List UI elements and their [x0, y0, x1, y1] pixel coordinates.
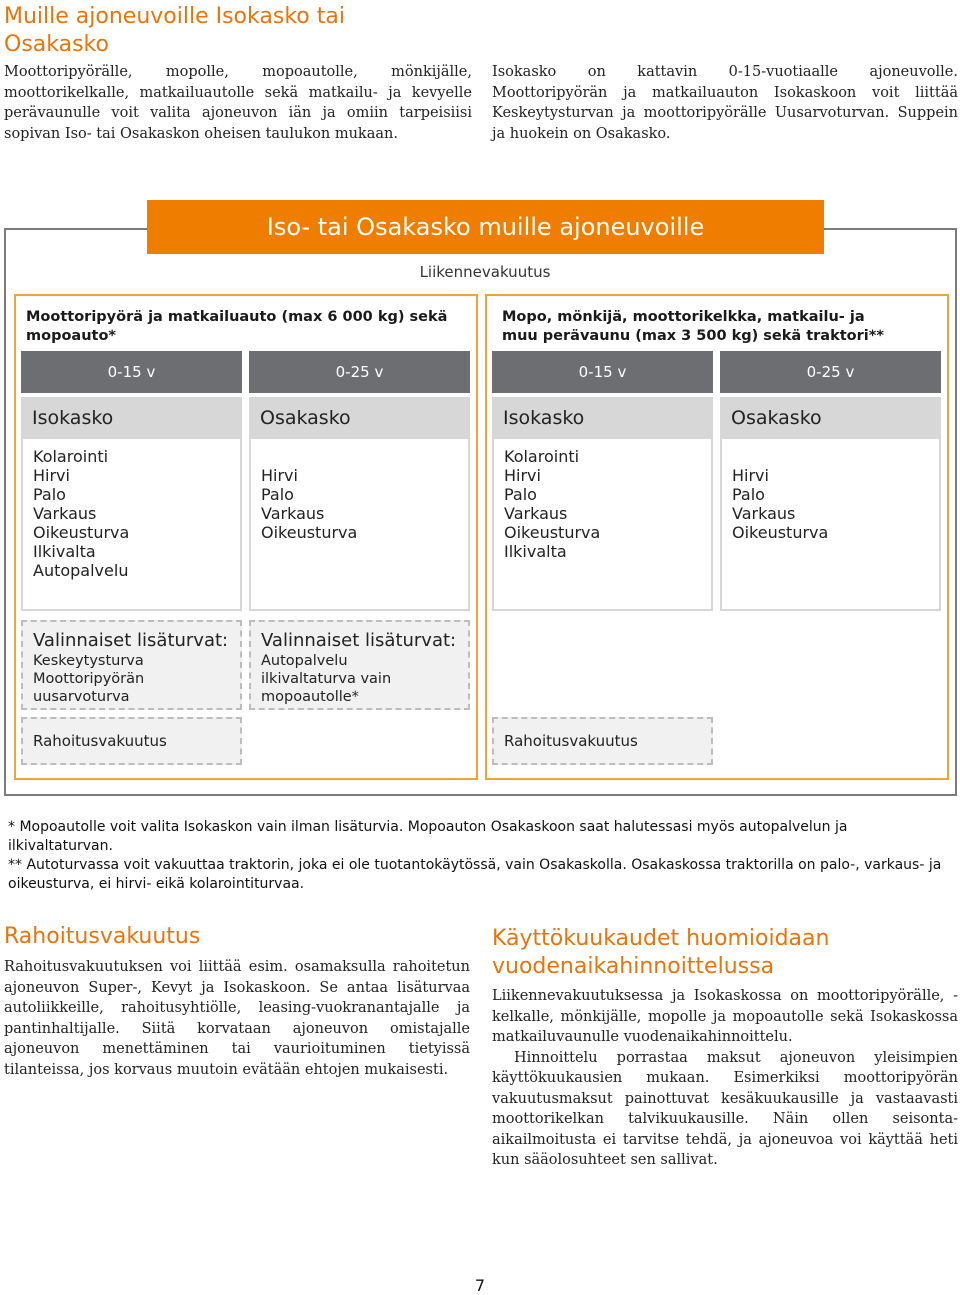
footnote-traktori: ** Autoturvassa voit vakuuttaa traktorin, joka ei ole tuotantokäytössä, vain Osakaskolla. Osakaskossa traktorilla on palo-, varkaus- ja oikeusturva, ei hirvi- eikä kolarointiturvaa. [8, 857, 942, 892]
rahoitus-right: Rahoitusvakuutus [492, 717, 713, 765]
cover-item: Autopalvelu [33, 561, 129, 580]
cover-item: Oikeusturva [504, 523, 601, 542]
optional-item: ilkivaltaturva vain [261, 671, 392, 687]
page-number: 7 [474, 1276, 486, 1295]
cover-item: Palo [261, 485, 294, 504]
cover-item: Hirvi [261, 466, 298, 485]
optional-item: Keskeytysturva [33, 653, 144, 669]
cover-item: Palo [33, 485, 66, 504]
cover-item: Ilkivalta [33, 542, 96, 561]
kaytto-para2: Hinnoittelu porrastaa maksut ajoneuvon yleisimpien käyttökuukausien mukaan. Esimerkiksi moottoripyörän vakuutusmaksut painottuvat kesäkuukausille ja vastaavasti moottorikelkan talvikuukausille. Näin ollen seisonta-aikailmoitusta ei tarvitse tehdä, ja ajoneuvoa voi käyttää heti kun sääolosuhteet sen sallivat. [492, 1049, 958, 1168]
covers-osakasko-right [720, 439, 941, 611]
age-header-left-0-25: 0-25 v [249, 351, 470, 393]
rahoitus-text: Rahoitusvakuutuksen voi liittää esim. osamaksulla rahoitetun ajoneuvon Super-, Kevyt ja Isokaskoon. Se antaa lisäturvaa autoliikkeille, rahoitusyhtiölle, leasing-vuokranantajalle ja pantinhaltijalle. Siitä korvataan ajoneuvon omistajalle ajoneuvon menettäminen tai vaurioituminen tietyissä tilanteissa, jos korvaus muutoin evätään ehtojen mukaisesti. [4, 959, 470, 1078]
base-insurance-label: Liikennevakuutus [419, 263, 551, 281]
rahoitus-left: Rahoitusvakuutus [21, 717, 242, 765]
product-isokasko-right: Isokasko [492, 397, 713, 439]
cover-item: Varkaus [33, 504, 97, 523]
product-osakasko-right: Osakasko [720, 397, 941, 439]
optional-item: mopoautolle* [261, 689, 359, 705]
kaytto-title-line1: Käyttökuukaudet huomioidaan [492, 926, 830, 951]
kaytto-title [492, 925, 958, 981]
covers-isokasko-right [492, 439, 713, 611]
age-header-right-0-15: 0-15 v [492, 351, 713, 393]
group-left-title-line1: Moottoripyörä ja matkailuauto (max 6 000 kg) sekä [26, 309, 448, 325]
optional-title: Valinnaiset lisäturvat: [261, 630, 457, 651]
intro-left-text: Moottoripyörälle, mopolle, mopoautolle, mönkijälle, moottorikelkalle, matkailuautolle sekä matkailu- ja kevyelle perävaunulle voit valita ajoneuvon iän ja omiin tarpeisiisi sopivan Iso- tai Osakaskon oheisen taulukon mukaan. [4, 64, 472, 142]
age-header-left-0-15: 0-15 v [21, 351, 242, 393]
optional-item: Moottoripyörän [33, 671, 145, 687]
footnotes [8, 818, 956, 894]
age-header-right-0-25: 0-25 v [720, 351, 941, 393]
cover-item: Oikeusturva [33, 523, 130, 542]
cover-item: Hirvi [504, 466, 541, 485]
optional-item: uusarvoturva [33, 689, 130, 705]
cover-item: Varkaus [732, 504, 796, 523]
cover-item: Varkaus [504, 504, 568, 523]
cover-item: Kolarointi [504, 447, 580, 466]
table-banner: Iso- tai Osakasko muille ajoneuvoille [147, 200, 824, 254]
group-right-title-line2: muu perävaunu (max 3 500 kg) sekä traktori** [502, 328, 884, 344]
cover-item: Palo [504, 485, 537, 504]
cover-item: Hirvi [732, 466, 769, 485]
cover-item: Kolarointi [33, 447, 109, 466]
group-right-title [502, 308, 942, 346]
covers-isokasko-left [21, 439, 242, 611]
covers-osakasko-left [249, 439, 470, 611]
optional-addons-osakasko [249, 620, 470, 710]
intro-right-text: Isokasko on kattavin 0-15-vuotiaalle ajoneuvolle. Moottoripyörän ja matkailuauton Isokaskoon voit liittää Keskeytysturvan ja moottoripyörälle Uusarvoturvan. Suppein ja huokein on Osakasko. [492, 64, 958, 142]
footnote-mopoauto: * Mopoautolle voit valita Isokaskon vain ilman lisäturvia. Mopoauton Osakaskoon saat halutessasi myös autopalvelun ja ilkivaltaturvan. [8, 819, 848, 854]
rahoitus-title: Rahoitusvakuutus [4, 924, 201, 949]
kaytto-text [492, 986, 958, 1171]
intro-title-line2: Osakasko [4, 32, 109, 57]
group-left-title [26, 308, 466, 346]
intro-title-line1: Muille ajoneuvoille Isokasko tai [4, 4, 345, 29]
cover-item: Ilkivalta [504, 542, 567, 561]
cover-item: Palo [732, 485, 765, 504]
product-isokasko-left: Isokasko [21, 397, 242, 439]
cover-item: Oikeusturva [732, 523, 829, 542]
group-left-title-line2: mopoauto* [26, 328, 116, 344]
cover-item: Oikeusturva [261, 523, 358, 542]
optional-addons-isokasko [21, 620, 242, 710]
kaytto-para1: Liikennevakuutuksessa ja Isokaskossa on moottoripyörälle, -kelkalle, mönkijälle, mopolle ja mopoautolle sekä Isokaskossa matkailuvaunulle vuodenaikahinnoittelu. [492, 988, 958, 1045]
intro-title [4, 3, 474, 59]
product-osakasko-left: Osakasko [249, 397, 470, 439]
cover-item: Varkaus [261, 504, 325, 523]
cover-item: Hirvi [33, 466, 70, 485]
kaytto-title-line2: vuodenaikahinnoittelussa [492, 954, 775, 979]
group-right-title-line1: Mopo, mönkijä, moottorikelkka, matkailu- ja [502, 309, 865, 325]
optional-item: Autopalvelu [261, 653, 348, 669]
optional-title: Valinnaiset lisäturvat: [33, 630, 229, 651]
